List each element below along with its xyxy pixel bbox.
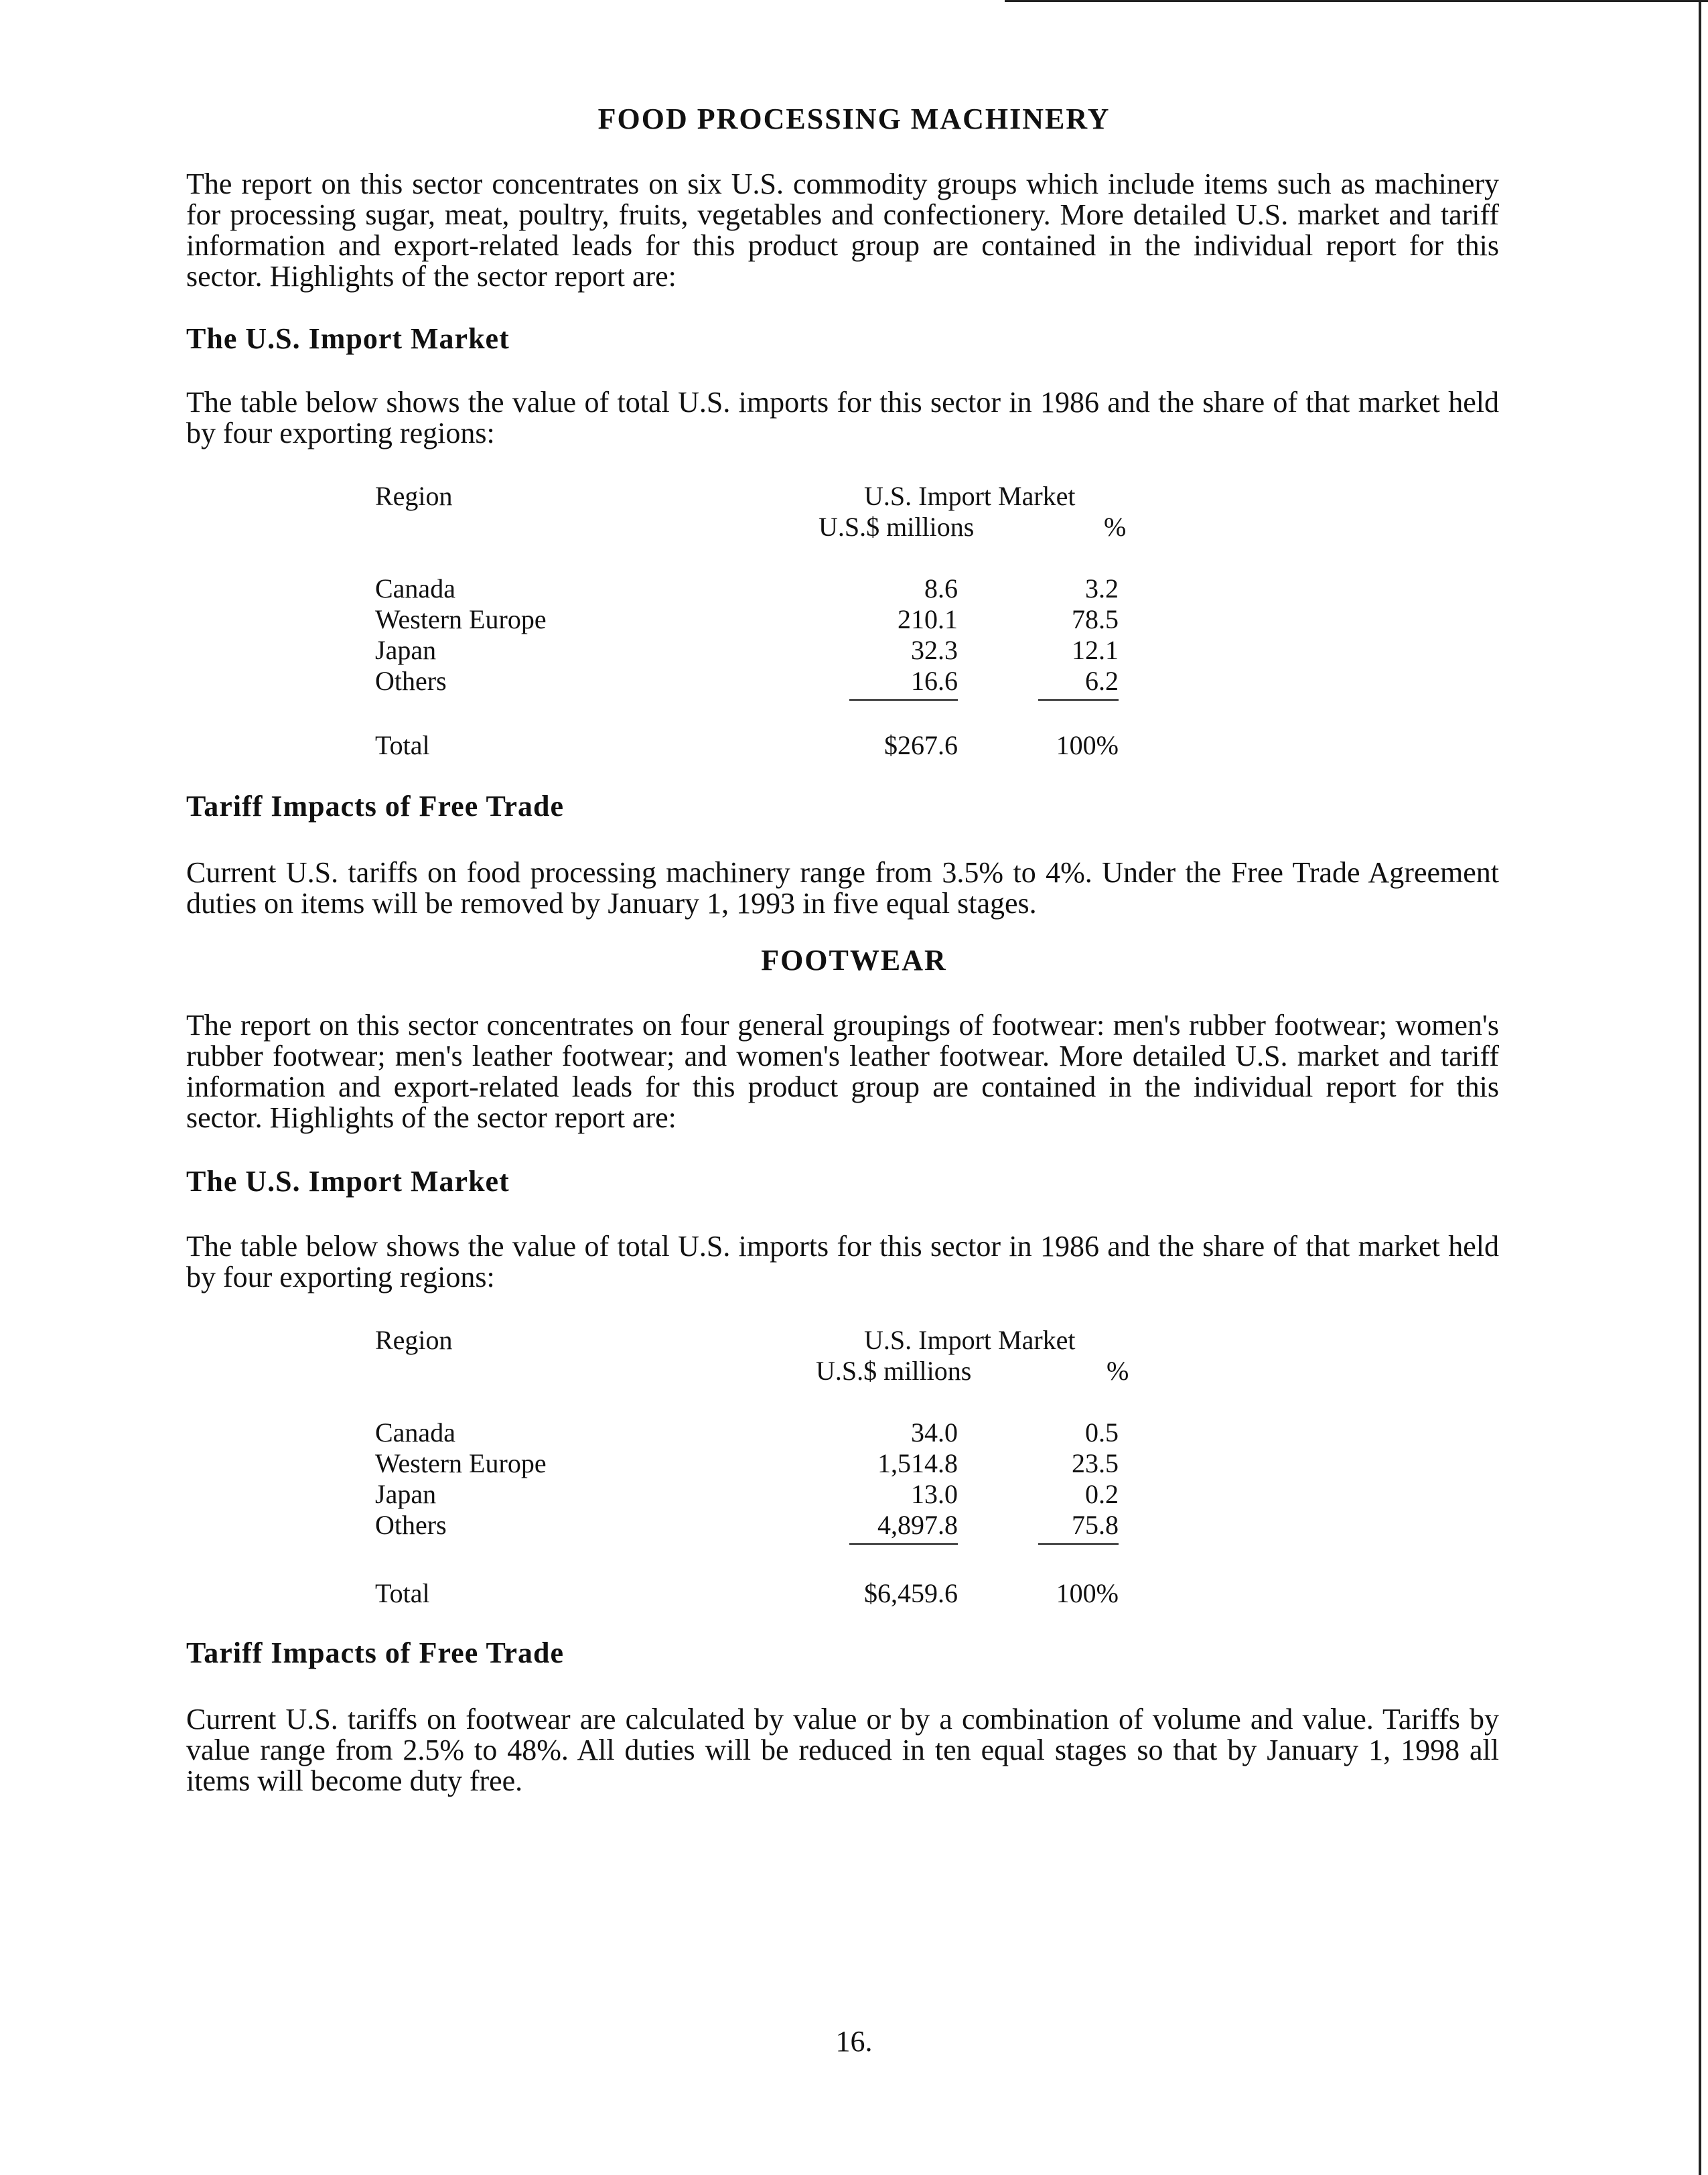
total-label: Total — [375, 730, 430, 760]
import-market-text-food-processing: The table below shows the value of total U.S. imports for this sector in 1986 and the share of that market held by four exporting regions: — [186, 386, 1499, 449]
scan-edge-top — [1005, 0, 1708, 2]
row-millions: 34.0 — [911, 1417, 958, 1448]
import-market-heading-food-processing: The U.S. Import Market — [186, 322, 510, 355]
row-percent: 75.8 — [1072, 1510, 1119, 1540]
col-header-market: U.S. Import Market — [864, 1325, 1076, 1355]
section-title-footwear: FOOTWEAR — [761, 944, 947, 977]
total-percent: 100% — [1056, 730, 1119, 760]
section-title-food-processing: FOOD PROCESSING MACHINERY — [597, 102, 1111, 135]
row-millions: 8.6 — [924, 573, 958, 604]
col-header-percent: % — [1107, 1356, 1129, 1386]
row-percent: 0.5 — [1085, 1417, 1119, 1448]
row-region: Others — [375, 666, 447, 696]
row-percent: 6.2 — [1085, 666, 1119, 696]
underline-percent — [1038, 699, 1119, 701]
row-region: Western Europe — [375, 1448, 547, 1478]
section-intro-food-processing: The report on this sector concentrates on six U.S. commodity groups which include items such as machinery for processing sugar, meat, poultry, fruits, vegetables and confectionery. More detailed U.S. market and tariff information and export-related leads for this product group are contained in the individual report for this sector. Highlights of the sector report are: — [186, 167, 1499, 293]
row-percent: 0.2 — [1085, 1479, 1119, 1509]
underline-millions — [849, 1543, 958, 1545]
tariff-heading-food-processing: Tariff Impacts of Free Trade — [186, 790, 565, 823]
tariff-text-food-processing: Current U.S. tariffs on food processing machinery range from 3.5% to 4%. Under the Free Trade Agreement duties on items will be removed by January 1, 1993 in five equal stages. — [186, 856, 1499, 920]
total-millions: $6,459.6 — [864, 1578, 958, 1608]
row-percent: 23.5 — [1072, 1448, 1119, 1478]
underline-millions — [849, 699, 958, 701]
scan-edge-right — [1699, 0, 1701, 2175]
tariff-heading-footwear: Tariff Impacts of Free Trade — [186, 1636, 565, 1669]
total-label: Total — [375, 1578, 430, 1608]
row-millions: 4,897.8 — [877, 1510, 958, 1540]
row-percent: 78.5 — [1072, 604, 1119, 634]
total-millions: $267.6 — [884, 730, 958, 760]
row-millions: 32.3 — [911, 635, 958, 665]
underline-percent — [1038, 1543, 1119, 1545]
row-percent: 3.2 — [1085, 573, 1119, 604]
row-region: Others — [375, 1510, 447, 1540]
tariff-text-footwear: Current U.S. tariffs on footwear are calculated by value or by a combination of volume and value. Tariffs by value range from 2.5% to 48%. All duties will be reduced in ten equal stages so that by January 1, 1998 all items will become duty free. — [186, 1703, 1499, 1797]
total-percent: 100% — [1056, 1578, 1119, 1608]
col-header-millions: U.S.$ millions — [816, 1356, 972, 1386]
row-millions: 16.6 — [911, 666, 958, 696]
row-millions: 210.1 — [898, 604, 958, 634]
row-region: Japan — [375, 1479, 437, 1509]
row-region: Canada — [375, 1417, 455, 1448]
section-intro-footwear: The report on this sector concentrates on four general groupings of footwear: men's rubber footwear; women's rubber footwear; men's leather footwear; and women's leather footwear. More detailed U.S. market and tariff information and export-related leads for this product group are contained in the individual report for this sector. Highlights of the sector report are: — [186, 1009, 1499, 1134]
col-header-region: Region — [375, 1325, 453, 1355]
row-region: Japan — [375, 635, 437, 665]
row-millions: 1,514.8 — [877, 1448, 958, 1478]
row-percent: 12.1 — [1072, 635, 1119, 665]
row-millions: 13.0 — [911, 1479, 958, 1509]
import-market-heading-footwear: The U.S. Import Market — [186, 1165, 510, 1198]
row-region: Canada — [375, 573, 455, 604]
col-header-region: Region — [375, 481, 453, 511]
row-region: Western Europe — [375, 604, 547, 634]
page-number: 16. — [835, 2025, 873, 2058]
col-header-market: U.S. Import Market — [864, 481, 1076, 511]
col-header-percent: % — [1104, 512, 1127, 542]
col-header-millions: U.S.$ millions — [819, 512, 975, 542]
import-market-text-footwear: The table below shows the value of total U.S. imports for this sector in 1986 and the share of that market held by four exporting regions: — [186, 1230, 1499, 1293]
